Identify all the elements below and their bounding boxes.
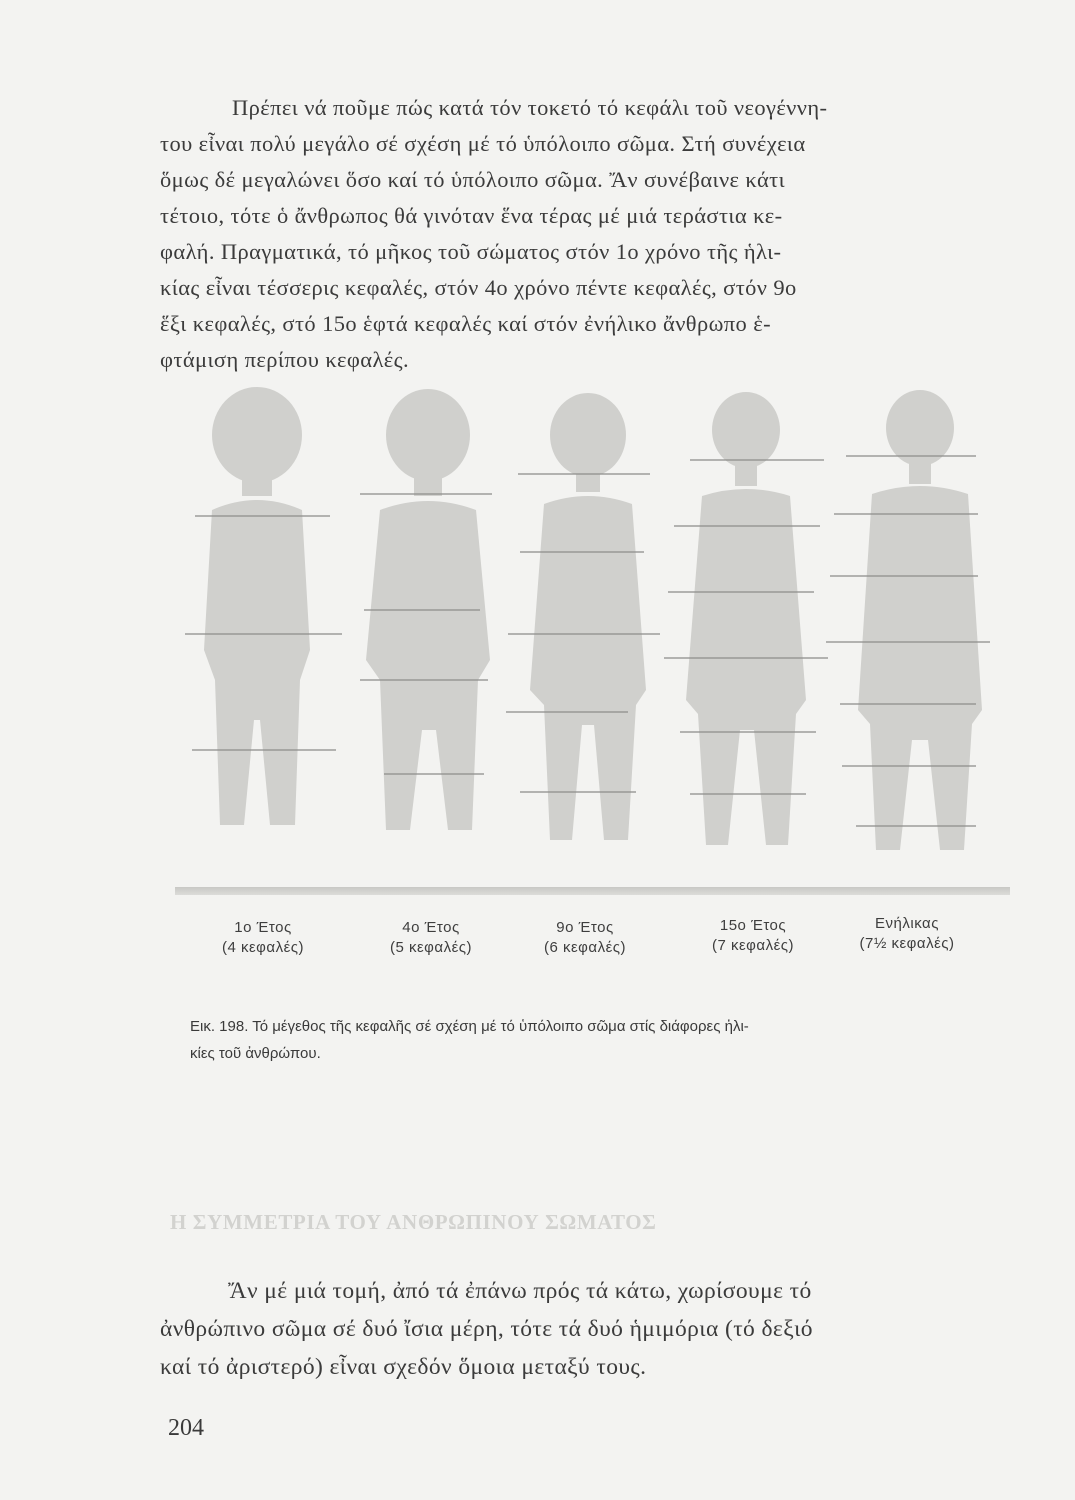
silhouettes-illustration (160, 380, 1020, 890)
age-label-3 (510, 918, 660, 958)
text-line: φτάμιση περίπου κεφαλές. (160, 347, 409, 372)
age-label-1 (188, 918, 338, 958)
age-title: Ενήλικας (875, 915, 939, 932)
text-line: καί τό ἀριστερό) εἶναι σχεδόν ὅμοια μεταξύ τους. (160, 1354, 647, 1380)
body-proportion-figure (160, 380, 1020, 890)
age-label-2 (356, 918, 506, 958)
text-line: ὅμως δέ μεγαλώνει ὅσο καί τό ὑπόλοιπο σῶμα. Ἄν συνέβαινε κάτι (160, 167, 786, 192)
intro-paragraph (160, 90, 1005, 378)
age-heads: (4 κεφαλές) (221, 939, 304, 956)
caption-line: Εικ. 198. Τό μέγεθος τῆς κεφαλῆς σέ σχέση μέ τό ὑπόλοιπο σῶμα στίς διάφορες ἡλι- (190, 1018, 749, 1035)
caption-line: κίες τοῦ ἀνθρώπου. (190, 1045, 321, 1062)
age-heads: (5 κεφαλές) (389, 939, 472, 956)
text-line: ἀνθρώπινο σῶμα σέ δυό ἴσια μέρη, τότε τά δυό ἡμιμόρια (τό δεξιό (160, 1316, 813, 1342)
figure-baseline (175, 887, 1010, 895)
symmetry-paragraph (160, 1272, 1005, 1386)
text-line: ἕξι κεφαλές, στό 15ο ἑφτά κεφαλές καί στόν ἐνήλικο ἄνθρωπο ἑ- (160, 311, 771, 336)
age-title: 4ο Έτος (402, 919, 460, 936)
text-line: κίας εἶναι τέσσερις κεφαλές, στόν 4ο χρόνο πέντε κεφαλές, στόν 9ο (160, 275, 797, 300)
text-line: φαλή. Πραγματικά, τό μῆκος τοῦ σώματος στόν 1ο χρόνο τῆς ἡλι- (160, 239, 782, 264)
age-title: 1ο Έτος (234, 919, 292, 936)
silhouette-adult (858, 390, 982, 850)
age-label-5 (832, 914, 982, 954)
figure-caption (190, 1013, 1010, 1067)
text-line: του εἶναι πολύ μεγάλο σέ σχέση μέ τό ὑπόλοιπο σῶμα. Στή συνέχεια (160, 131, 806, 156)
page-number: 204 (168, 1415, 204, 1441)
age-heads: (6 κεφαλές) (543, 939, 626, 956)
age-title: 15ο Έτος (719, 917, 787, 934)
silhouette-9-years (530, 393, 646, 840)
silhouette-1-year (204, 387, 310, 825)
age-title: 9ο Έτος (556, 919, 614, 936)
text-line: Πρέπει νά ποῦμε πώς κατά τόν τοκετό τό κεφάλι τοῦ νεογέννη- (232, 95, 828, 120)
age-heads: (7½ κεφαλές) (859, 935, 955, 952)
text-line: Ἄν μέ μιά τομή, ἀπό τά ἐπάνω πρός τά κάτω, χωρίσουμε τό (228, 1278, 812, 1304)
section-heading: Η ΣΥΜΜΕΤΡΙΑ ΤΟΥ ΑΝΘΡΩΠΙΝΟΥ ΣΩΜΑΤΟΣ (170, 1210, 657, 1234)
age-label-4 (678, 916, 828, 956)
age-heads: (7 κεφαλές) (711, 937, 794, 954)
text-line: τέτοιο, τότε ὁ ἄνθρωπος θά γινόταν ἕνα τέρας μέ μιά τεράστια κε- (160, 203, 783, 228)
